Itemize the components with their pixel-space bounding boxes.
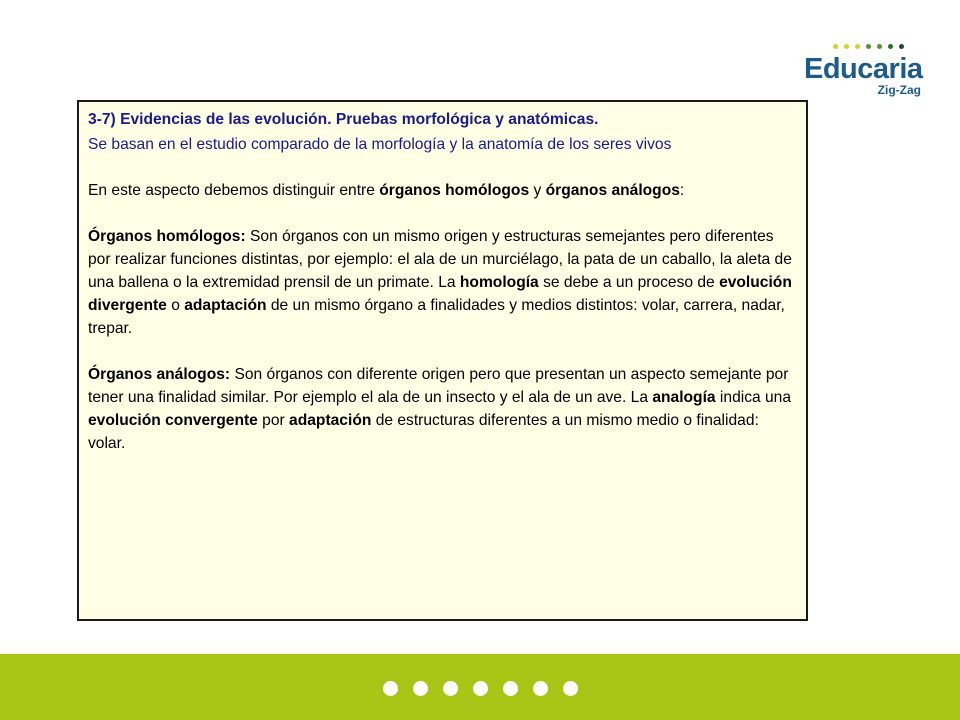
analogos-text: Son órganos con diferente origen pero que presentan un aspecto semejante por tener una finalidad similar. Por ejemplo el ala de un insecto y el ala de un ave. La (88, 366, 789, 406)
analogos-text: de estructuras diferentes a un mismo medio o finalidad: volar. (88, 412, 759, 452)
homologos-text: de un mismo órgano a finalidades y medios distintos: volar, carrera, nadar, trepar. (88, 297, 785, 337)
term-homologos: órganos homólogos (379, 182, 530, 199)
homologos-text: Son órganos con un mismo origen y estructuras semejantes pero diferentes por realizar funciones distintas, por ejemplo: el ala de un murciélago, la pata de un caballo, la aleta de una ballena o la extremidad prensil de un primate. La (88, 228, 792, 291)
footer-bar (0, 654, 960, 720)
term-adaptacion: adaptación (289, 412, 372, 429)
homologos-paragraph (88, 225, 796, 340)
analogos-text: por (257, 412, 290, 429)
slide-nav-dot (413, 681, 428, 696)
intro-text: y (529, 182, 546, 199)
logo-brand: Educaria (804, 53, 923, 85)
slide-nav-dot (443, 681, 458, 696)
slide-nav-dot (503, 681, 518, 696)
logo-dot (877, 44, 882, 49)
logo-dot (899, 44, 904, 49)
term-analogos: órganos análogos (545, 182, 680, 199)
intro-paragraph (88, 179, 796, 202)
analogos-heading: Órganos análogos: (88, 366, 231, 383)
logo-dot (866, 44, 871, 49)
slide-nav-dot (533, 681, 548, 696)
slide-subtitle: Se basan en el estudio comparado de la morfología y la anatomía de los seres vivos (88, 136, 672, 153)
educaria-logo (800, 40, 930, 102)
logo-dot (888, 44, 893, 49)
intro-text: : (679, 182, 685, 199)
slide-title: 3-7) Evidencias de las evolución. Pruebas morfológica y anatómicas. (88, 111, 599, 128)
term-evolucion-convergente: evolución convergente (88, 412, 258, 429)
term-evolucion-divergente: evolución divergente (88, 274, 792, 314)
analogos-text: indica una (715, 389, 792, 406)
analogos-paragraph (88, 363, 796, 455)
logo-dot (844, 44, 849, 49)
term-homologia: homología (459, 274, 539, 291)
content-box (77, 100, 808, 621)
logo-sub: Zig-Zag (877, 83, 921, 97)
slide-nav-dot (473, 681, 488, 696)
homologos-heading: Órganos homólogos: (88, 228, 246, 245)
intro-text: En este aspecto debemos distinguir entre (88, 182, 380, 199)
logo-dot (833, 44, 838, 49)
slide-nav-dot (563, 681, 578, 696)
homologos-text: se debe a un proceso de (538, 274, 720, 291)
homologos-text: o (166, 297, 185, 314)
slide-nav-dot (383, 681, 398, 696)
term-analogia: analogía (652, 389, 716, 406)
logo-dot (855, 44, 860, 49)
term-adaptacion: adaptación (184, 297, 267, 314)
